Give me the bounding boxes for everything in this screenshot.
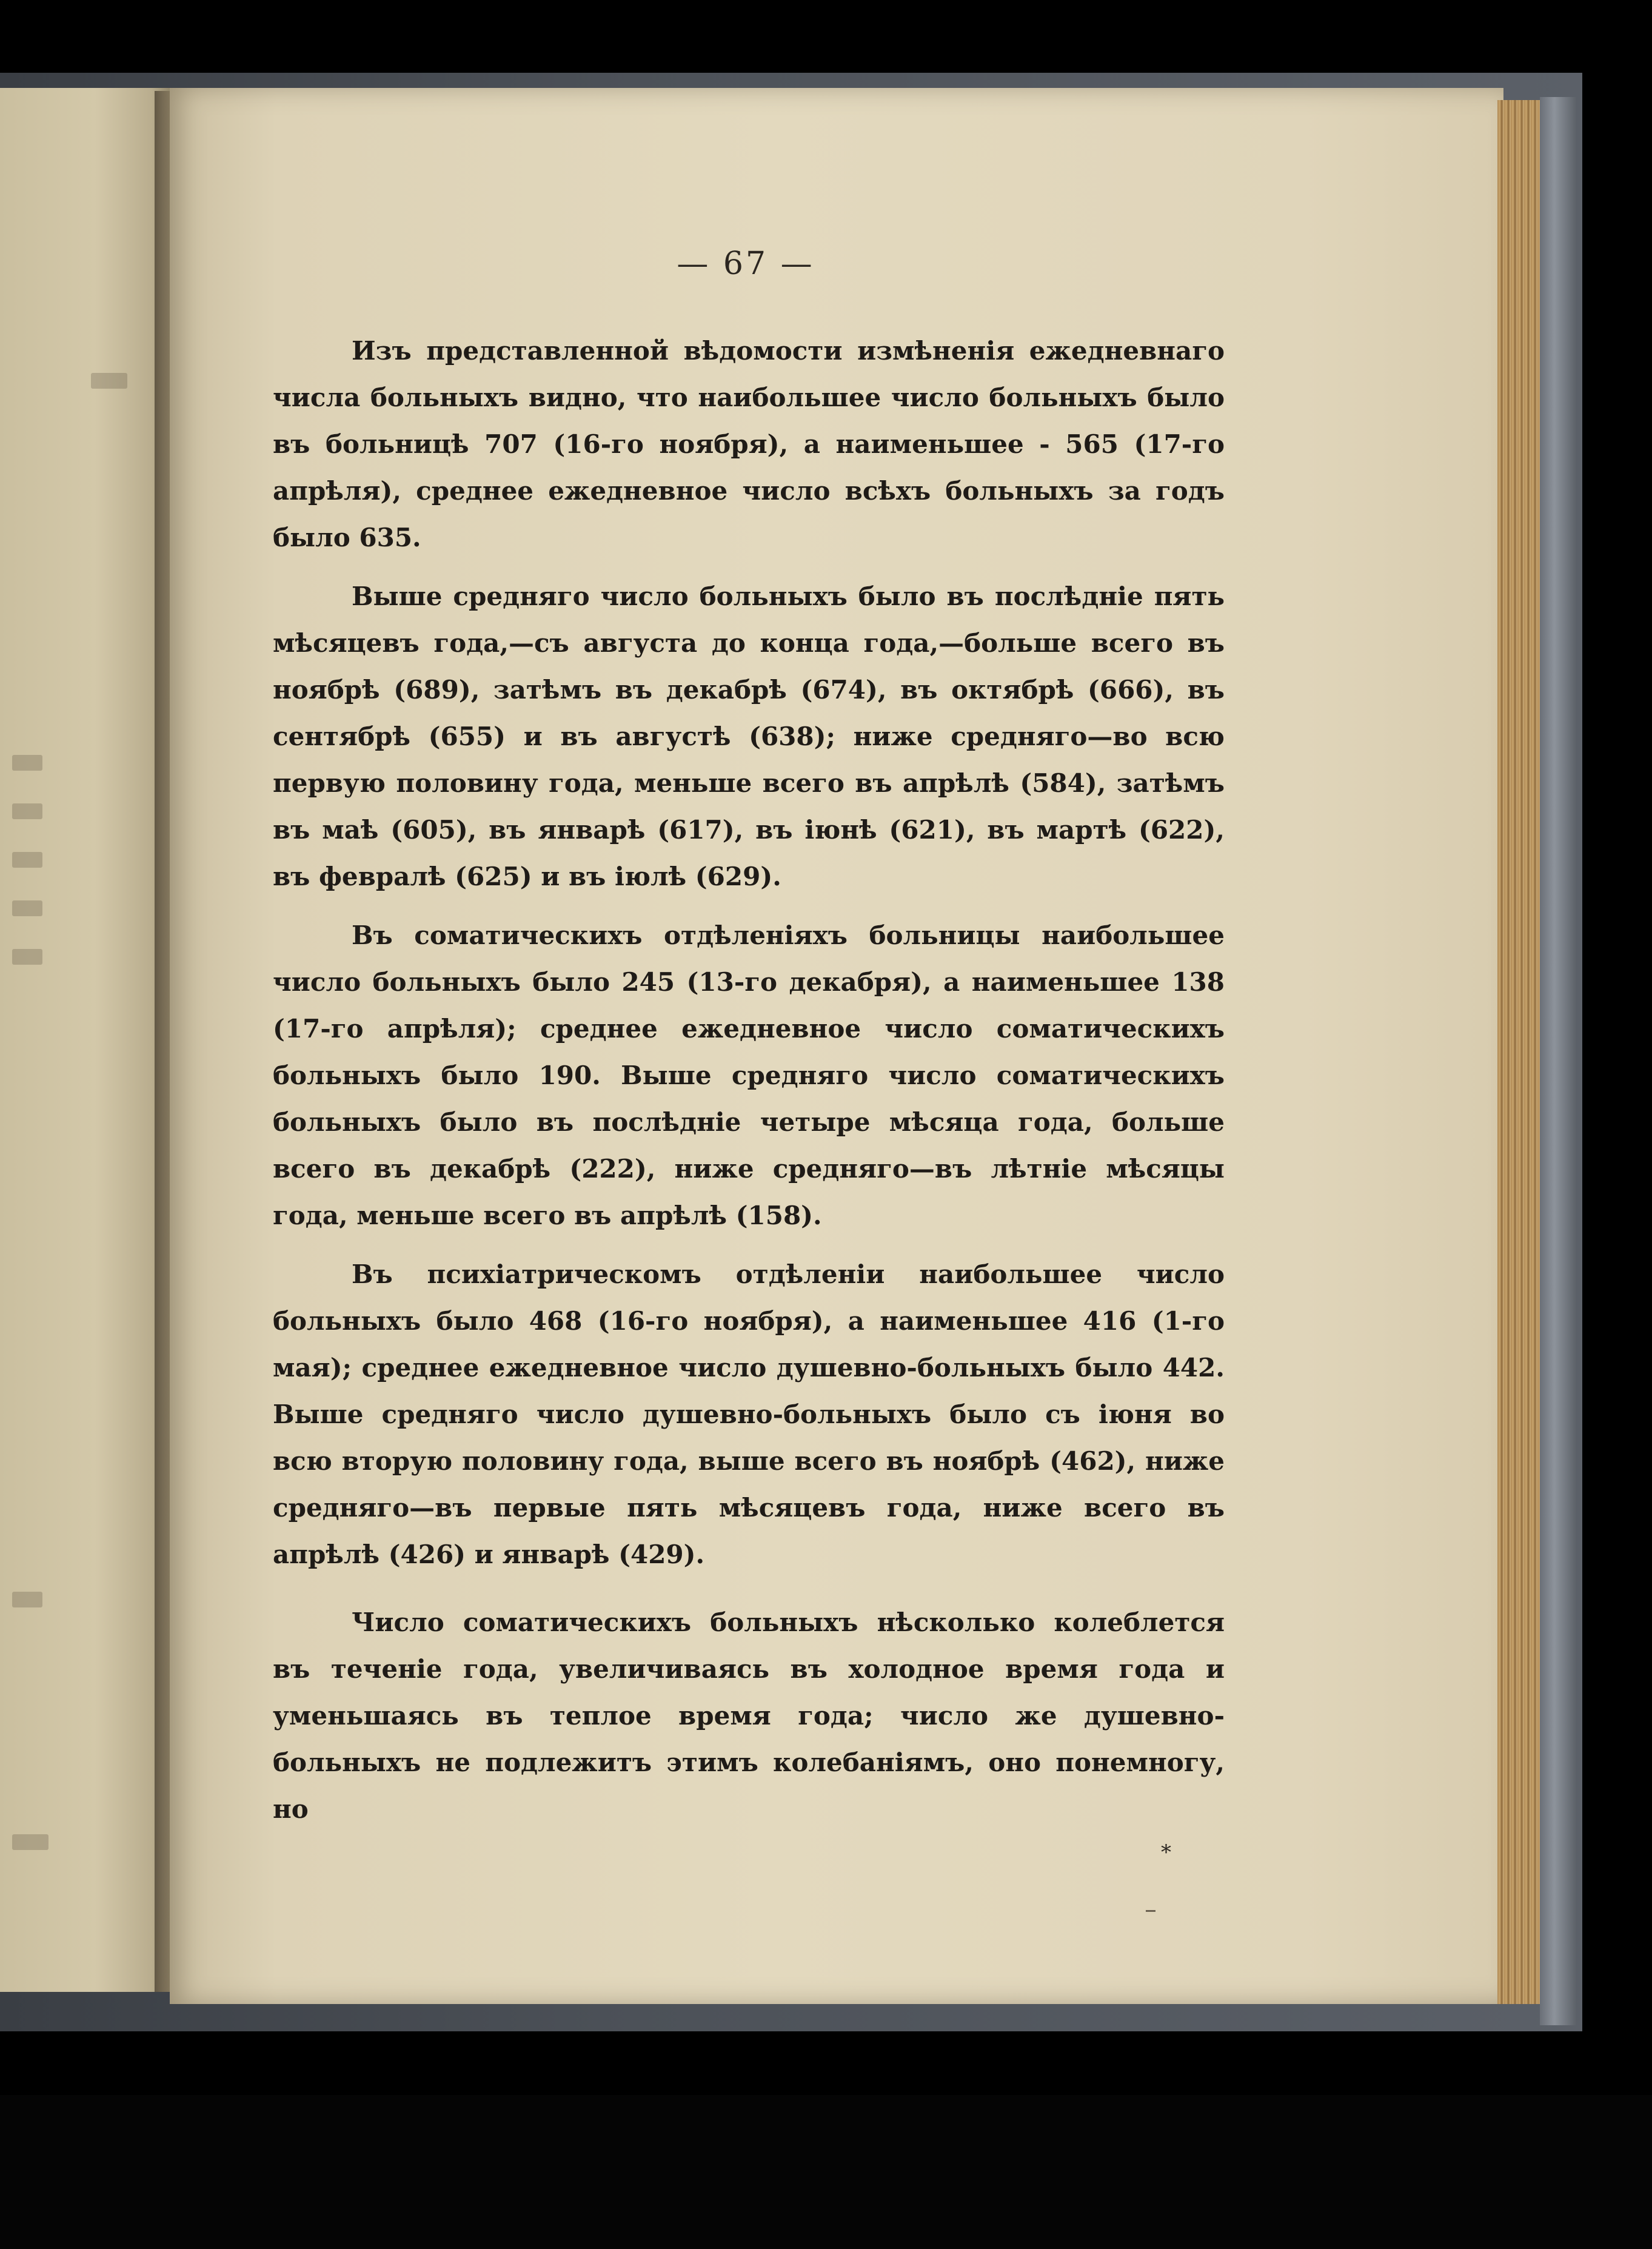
paragraph: Въ психіатрическомъ отдѣленіи наибольшее число больныхъ было 468 (16-го ноября), а наименьшее 416 (1-го мая); среднее ежедневное число душевно-больныхъ было 442. Выше средняго число душевно-больныхъ было съ іюня во всю вторую половину года, выше всего въ ноябрѣ (462), ниже средняго—въ первые пять мѣсяцевъ года, ниже всего въ апрѣлѣ (426) и январѣ (429).	[273, 1259, 1225, 1569]
bleed-through-line	[12, 900, 42, 916]
bleed-through-line	[12, 1834, 48, 1850]
bleed-through-line	[12, 852, 42, 868]
page-number: — 67 —	[677, 246, 815, 282]
page-edges	[1497, 100, 1540, 2004]
paragraph: Число соматическихъ больныхъ нѣсколько колеблется въ теченіе года, увеличиваясь въ холодное время года и уменьшаясь въ теплое время года; число же душевно-больныхъ не подлежитъ этимъ колебаніямъ, оно понемногу, но	[273, 1607, 1225, 1824]
scan-background	[0, 2095, 1652, 2249]
bleed-through-line	[91, 373, 127, 389]
bleed-through-line	[12, 949, 42, 965]
bleed-through-line	[12, 1592, 42, 1607]
stray-mark	[1146, 1910, 1155, 1912]
left-page-edge	[0, 88, 173, 1992]
paragraph: Выше средняго число больныхъ было въ послѣдніе пять мѣсяцевъ года,—съ августа до конца года,—больше всего въ ноябрѣ (689), затѣмъ въ декабрѣ (674), въ октябрѣ (666), въ сентябрѣ (655) и въ августѣ (638); ниже средняго—во всю первую половину года, меньше всего въ апрѣлѣ (584), затѣмъ въ маѣ (605), въ январѣ (617), въ іюнѣ (621), въ мартѣ (622), въ февралѣ (625) и въ іюлѣ (629).	[273, 582, 1225, 891]
paragraph: Въ соматическихъ отдѣленіяхъ больницы наибольшее число больныхъ было 245 (13-го декабря), а наименьшее 138 (17-го апрѣля); среднее ежедневное число соматическихъ больныхъ было 190. Выше средняго число соматическихъ больныхъ было въ послѣдніе четыре мѣсяца года, больше всего въ декабрѣ (222), ниже средняго—въ лѣтніе мѣсяцы года, меньше всего въ апрѣлѣ (158).	[273, 920, 1225, 1230]
paragraph: Изъ представленной вѣдомости измѣненія ежедневнаго числа больныхъ видно, что наибольшее число больныхъ было въ больницѣ 707 (16-го ноября), а наименьшее - 565 (17-го апрѣля), среднее ежедневное число всѣхъ больныхъ за годъ было 635.	[273, 336, 1225, 552]
bleed-through-line	[12, 755, 42, 771]
bleed-through-line	[12, 803, 42, 819]
cover-edge	[1540, 97, 1576, 2025]
signature-mark: *	[1161, 1840, 1171, 1865]
body-text	[273, 327, 1225, 1832]
